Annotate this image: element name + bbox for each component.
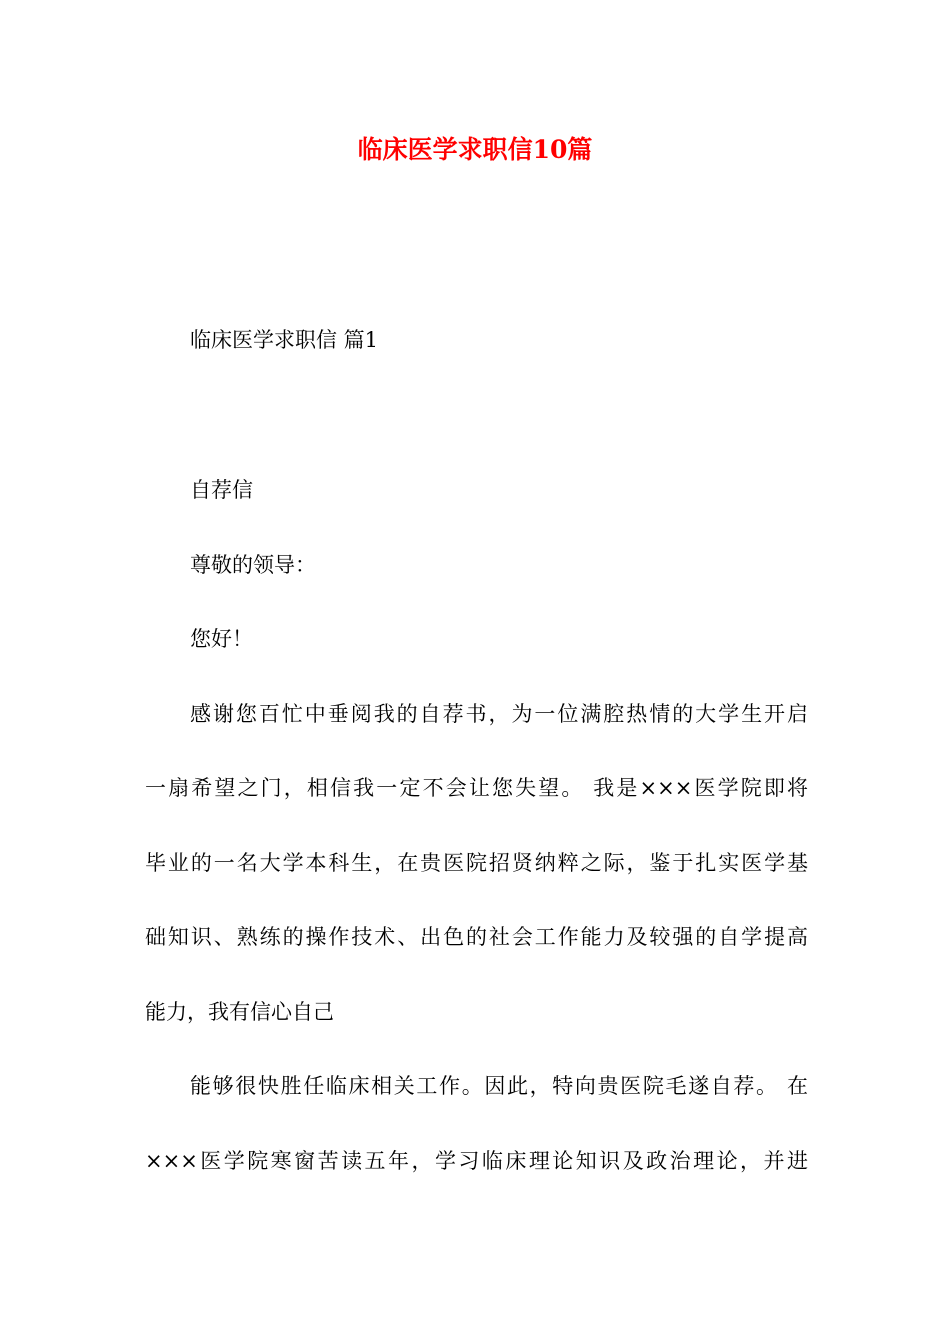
section-heading: 临床医学求职信 篇1 [190, 328, 379, 352]
paragraph-line: 一扇希望之门，相信我一定不会让您失望。 我是×××医学院即将 [145, 776, 808, 800]
paragraph-line: 能够很快胜任临床相关工作。因此，特向贵医院毛遂自荐。 在 [190, 1074, 808, 1098]
letter-heading: 自荐信 [190, 478, 253, 502]
paragraph-line: 感谢您百忙中垂阅我的自荐书，为一位满腔热情的大学生开启 [190, 702, 808, 726]
greeting: 您好！ [190, 627, 253, 651]
paragraph-line: 能力，我有信心自己 [145, 1000, 334, 1024]
paragraph-line: 毕业的一名大学本科生，在贵医院招贤纳粹之际，鉴于扎实医学基 [145, 851, 808, 875]
salutation: 尊敬的领导： [190, 553, 316, 577]
paragraph-line: ×××医学院寒窗苦读五年，学习临床理论知识及政治理论，并进 [145, 1149, 808, 1173]
paragraph-line: 础知识、熟练的操作技术、出色的社会工作能力及较强的自学提高 [145, 925, 808, 949]
document-title: 临床医学求职信10篇 [357, 135, 593, 164]
